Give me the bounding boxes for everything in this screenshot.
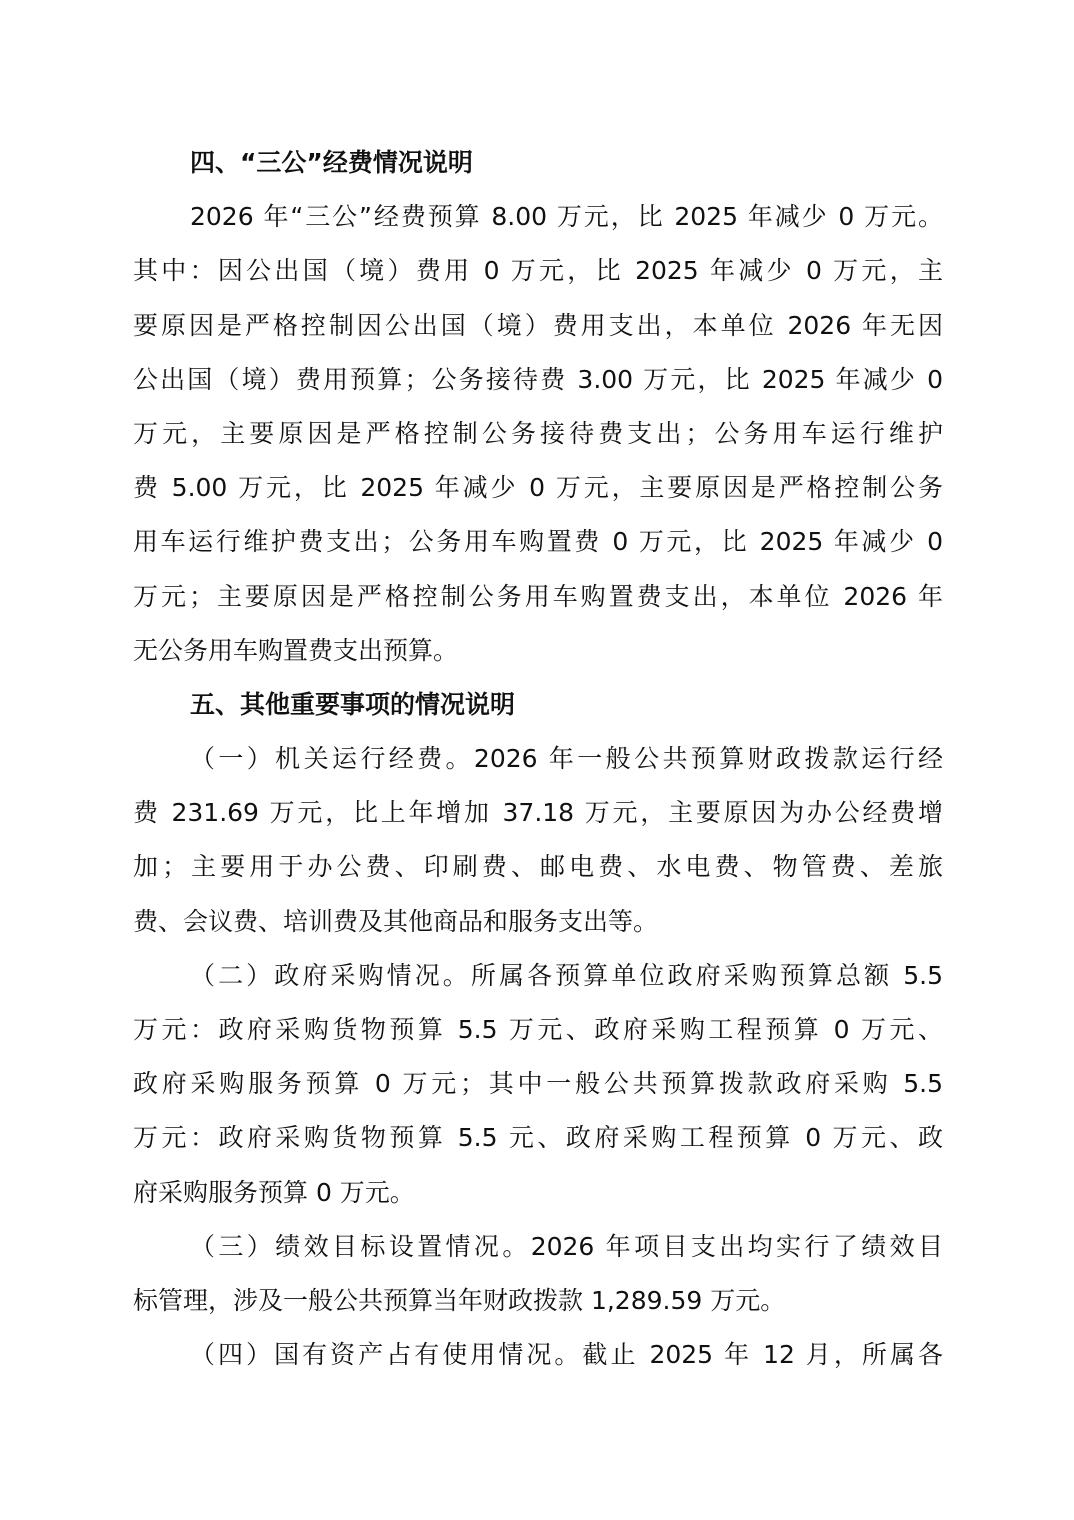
text-line: 万元：政府采购货物预算 5.5 万元、政府采购工程预算 0 万元、 (133, 1015, 943, 1044)
text-line: 费、会议费、培训费及其他商品和服务支出等。 (133, 906, 659, 936)
text-line: 万元；主要原因是严格控制公务用车购置费支出，本单位 2026 年 (133, 581, 943, 611)
text-line: 府采购服务预算 0 万元。 (133, 1177, 415, 1207)
document-body (133, 143, 943, 1389)
text-line: 政府采购服务预算 0 万元；其中一般公共预算拨款政府采购 5.5 (133, 1069, 943, 1099)
text-line: 五、其他重要事项的情况说明 (190, 689, 516, 719)
text-line: 万元：政府采购货物预算 5.5 元、政府采购工程预算 0 万元、政 (133, 1123, 943, 1153)
paragraph (133, 739, 943, 956)
text-line: 2026 年“三公”经费预算 8.00 万元，比 2025 年减少 0 万元。 (190, 202, 943, 232)
text-line: 加；主要用于办公费、印刷费、邮电费、水电费、物管费、差旅 (133, 852, 943, 882)
text-line: 费 5.00 万元，比 2025 年减少 0 万元，主要原因是严格控制公务 (133, 473, 943, 503)
text-line: 公出国（境）费用预算；公务接待费 3.00 万元，比 2025 年减少 0 (133, 364, 943, 394)
paragraph (133, 197, 943, 685)
section-heading (133, 685, 943, 739)
text-line: （三）绩效目标设置情况。2026 年项目支出均实行了绩效目 (190, 1231, 943, 1261)
text-line: 其中：因公出国（境）费用 0 万元，比 2025 年减少 0 万元，主 (133, 256, 943, 286)
text-line: （一）机关运行经费。2026 年一般公共预算财政拨款运行经 (190, 744, 943, 774)
text-line: 费 231.69 万元，比上年增加 37.18 万元，主要原因为办公经费增 (133, 798, 943, 828)
text-line: 四、“三公”经费情况说明 (190, 148, 473, 177)
text-line: 标管理，涉及一般公共预算当年财政拨款 1,289.59 万元。 (133, 1285, 786, 1315)
text-line: 无公务用车购置费支出预算。 (133, 635, 459, 665)
text-line: 要原因是严格控制因公出国（境）费用支出，本单位 2026 年无因 (133, 310, 943, 340)
paragraph (133, 1227, 943, 1335)
paragraph (133, 956, 943, 1227)
text-line: 万元，主要原因是严格控制公务接待费支出；公务用车运行维护 (133, 418, 943, 448)
text-line: （二）政府采购情况。所属各预算单位政府采购预算总额 5.5 (190, 960, 943, 990)
text-line: 用车运行维护费支出；公务用车购置费 0 万元，比 2025 年减少 0 (133, 527, 943, 557)
section-heading (133, 143, 943, 197)
text-line: （四）国有资产占有使用情况。截止 2025 年 12 月，所属各 (190, 1340, 943, 1370)
paragraph (133, 1335, 943, 1389)
